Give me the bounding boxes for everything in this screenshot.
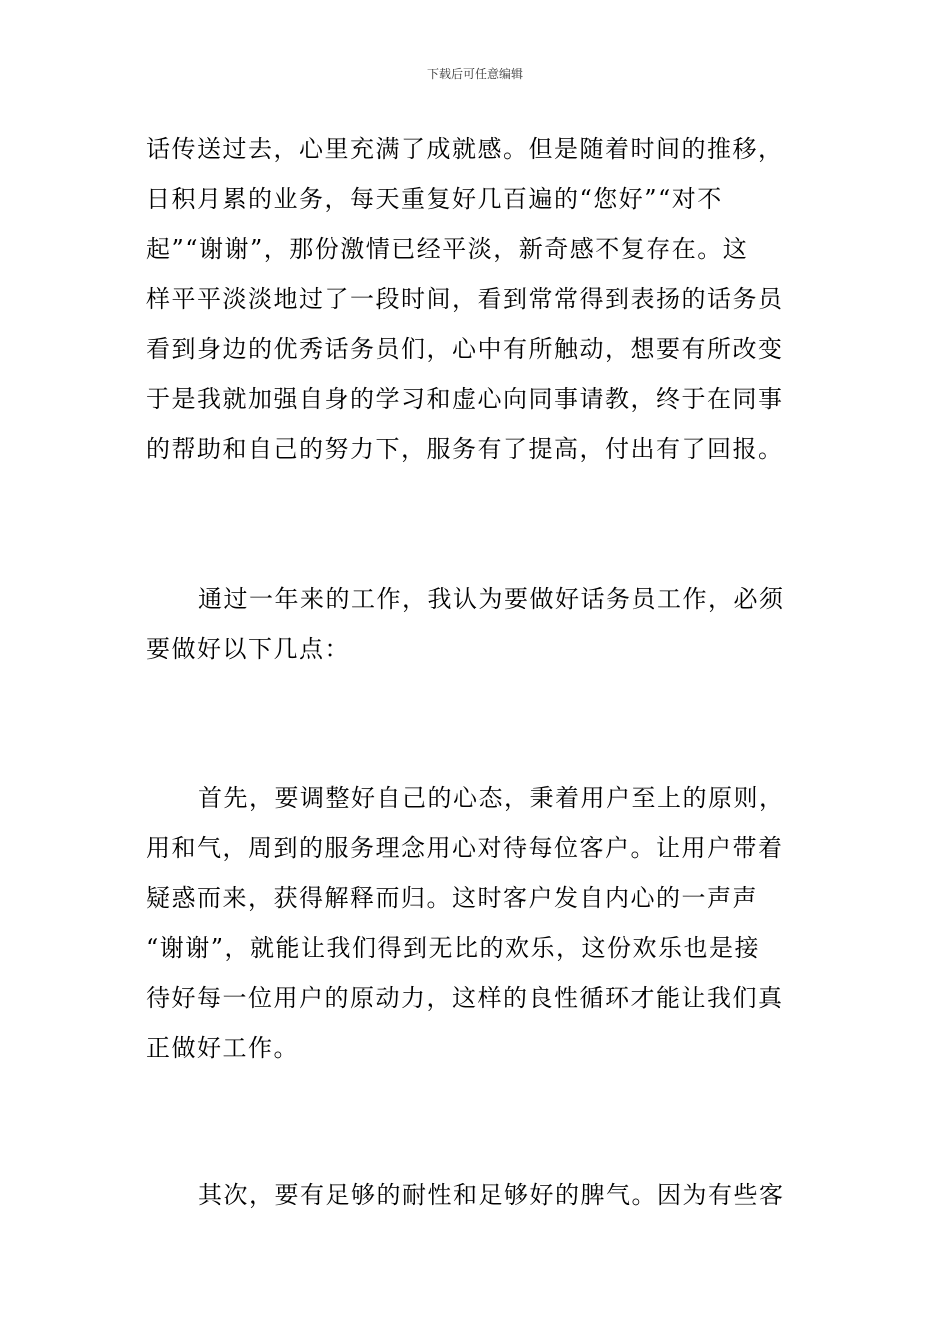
text-line: 待好每一位用户的原动力，这样的良性循环才能让我们真 [146, 984, 784, 1012]
text-line: 用和气，周到的服务理念用心对待每位客户。让用户带着 [146, 834, 784, 862]
text-line: 起”“谢谢”，那份激情已经平淡，新奇感不复存在。这 [146, 235, 749, 263]
text-line: 话传送过去，心里充满了成就感。但是随着时间的推移， [146, 135, 784, 163]
text-line: 正做好工作。 [146, 1034, 299, 1062]
paragraph-1 [146, 124, 810, 474]
text-line: 于是我就加强自身的学习和虚心向同事请教，终于在同事 [146, 385, 784, 413]
paragraph-3 [146, 773, 810, 1073]
text-line: 其次，要有足够的耐性和足够好的脾气。因为有些客 [198, 1181, 785, 1209]
paragraph-4 [146, 1170, 810, 1220]
text-line: 通过一年来的工作，我认为要做好话务员工作，必须 [198, 585, 785, 613]
text-line: “谢谢”，就能让我们得到无比的欢乐，这份欢乐也是接 [146, 934, 761, 962]
text-line: 看到身边的优秀话务员们，心中有所触动，想要有所改变 [146, 335, 784, 363]
text-line: 样平平淡淡地过了一段时间，看到常常得到表扬的话务员 [146, 285, 784, 313]
text-line: 疑惑而来，获得解释而归。这时客户发自内心的一声声 [146, 884, 758, 912]
text-line: 的帮助和自己的努力下，服务有了提高，付出有了回报。 [146, 435, 784, 463]
text-line: 要做好以下几点： [146, 635, 350, 663]
text-line: 日积月累的业务，每天重复好几百遍的“您好”“对不 [146, 185, 723, 213]
page-header: 下载后可任意编辑 [426, 67, 523, 81]
paragraph-2 [146, 574, 810, 674]
text-line: 首先，要调整好自己的心态，秉着用户至上的原则， [198, 784, 785, 812]
